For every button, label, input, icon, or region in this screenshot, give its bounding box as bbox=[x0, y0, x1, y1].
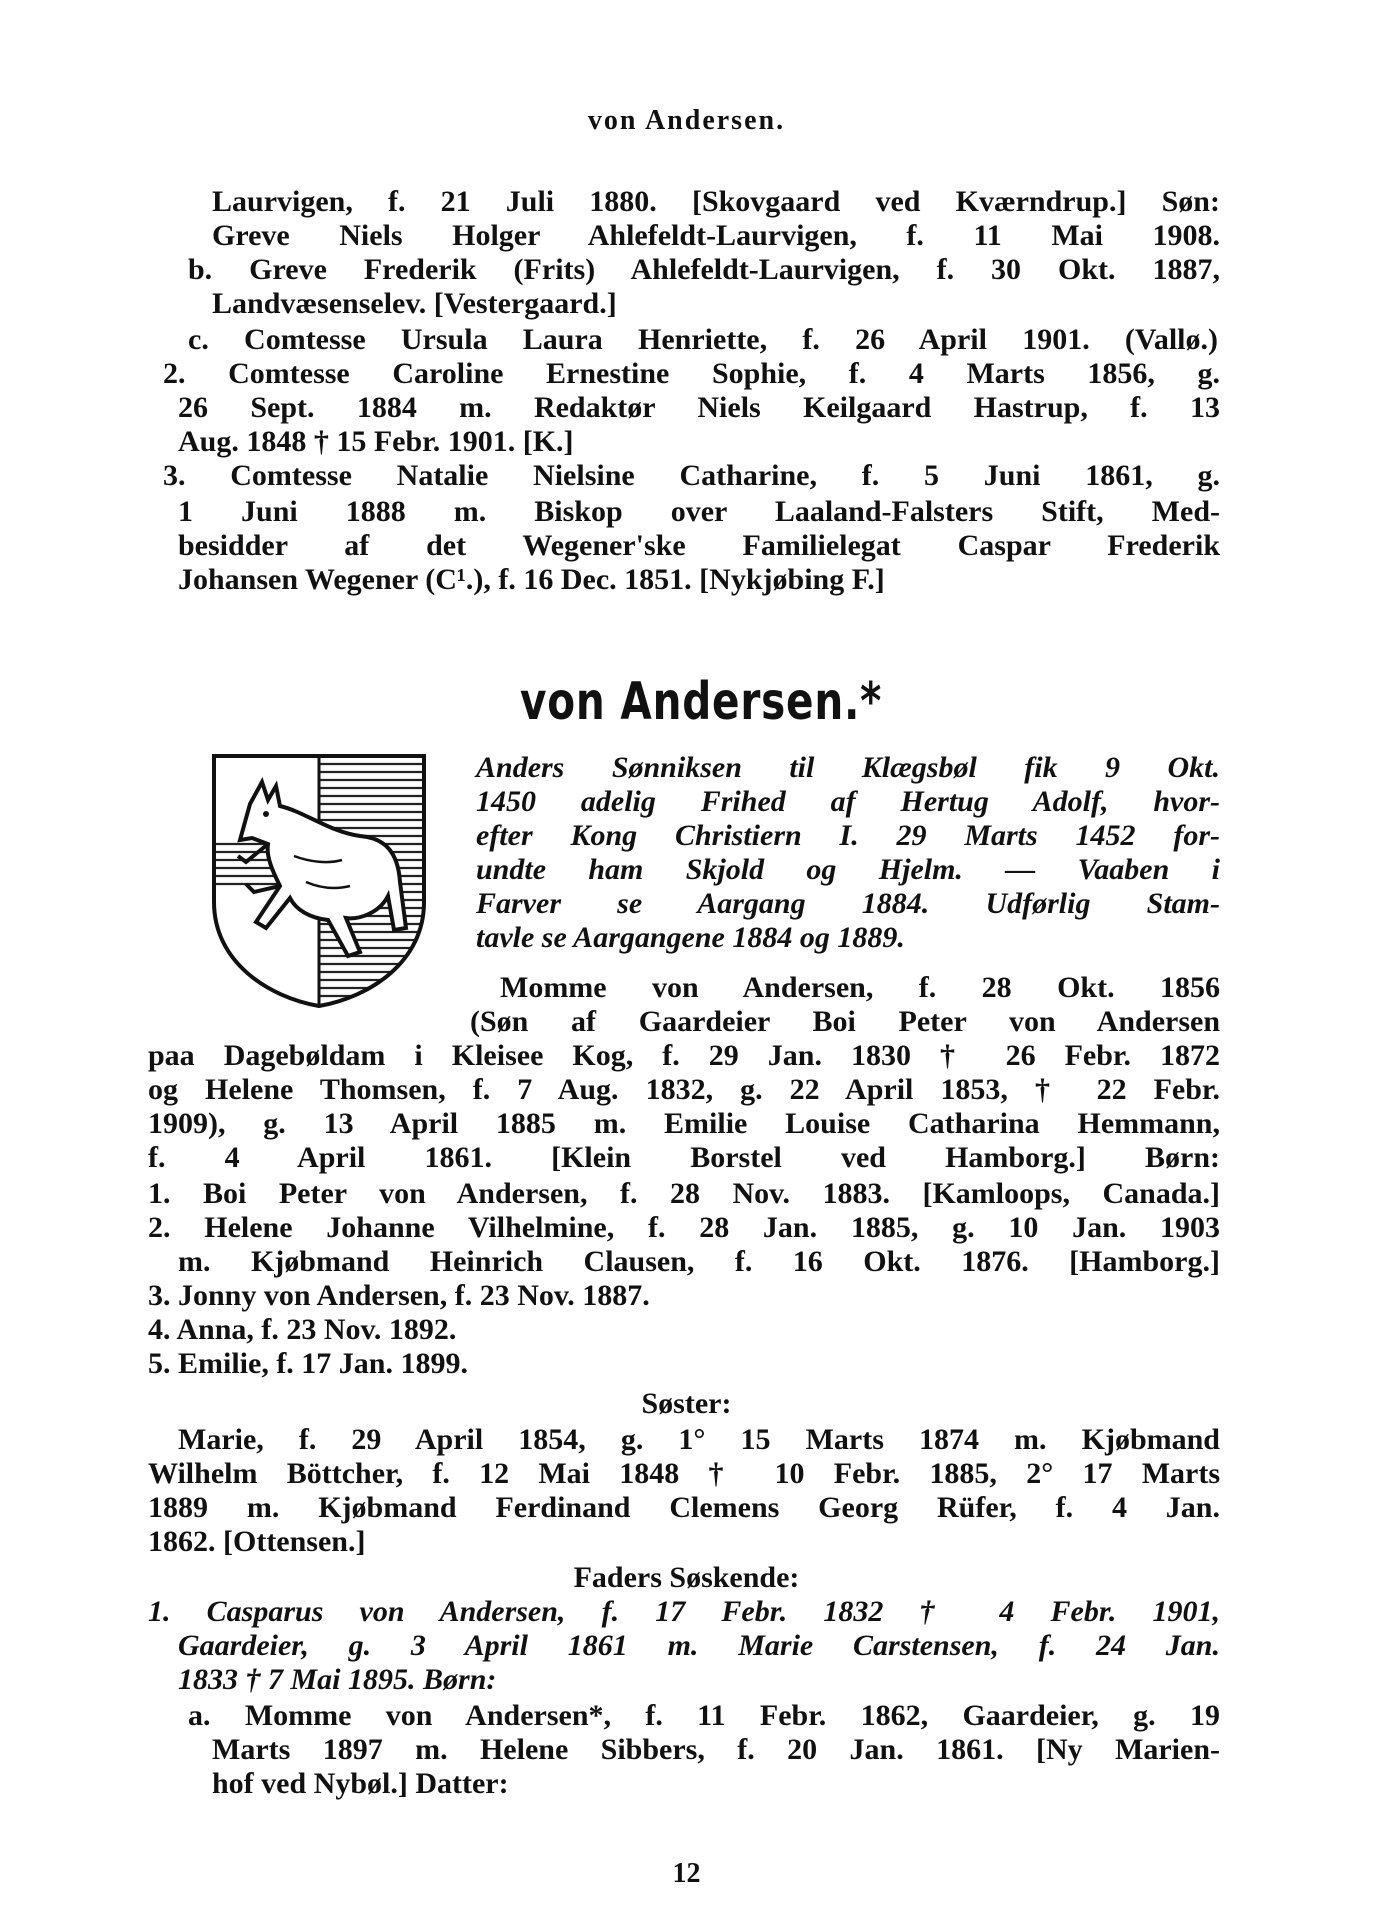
text-line: undte ham Skjold og Hjelm. — Vaaben i bbox=[476, 853, 1220, 886]
text-line: 26 Sept. 1884 m. Redaktør Niels Keilgaard Hastrup, f. 13 bbox=[178, 391, 1220, 424]
text-line: Aug. 1848 † 15 Febr. 1901. [K.] bbox=[178, 425, 574, 458]
text-line: 3. Jonny von Andersen, f. 23 Nov. 1887. bbox=[148, 1279, 650, 1312]
text-line: 1. Casparus von Andersen, f. 17 Febr. 1832 † 4 Febr. 1901, bbox=[148, 1595, 1220, 1628]
subheading-sister: Søster: bbox=[641, 1387, 732, 1420]
text-line: Laurvigen, f. 21 Juli 1880. [Skovgaard ved Kværndrup.] Søn: bbox=[212, 185, 1220, 218]
text-line: Johansen Wegener (C¹.), f. 16 Dec. 1851. [Nykjøbing F.] bbox=[178, 563, 885, 596]
text-line: c. Comtesse Ursula Laura Henriette, f. 26 April 1901. (Vallø.) bbox=[188, 323, 1218, 356]
text-line: besidder af det Wegener'ske Familielegat Caspar Frederik bbox=[178, 529, 1220, 562]
text-line: 1833 † 7 Mai 1895. Børn: bbox=[178, 1663, 497, 1696]
text-line: paa Dagebøldam i Kleisee Kog, f. 29 Jan. 1830 † 26 Febr. 1872 bbox=[148, 1039, 1220, 1072]
text-line: f. 4 April 1861. [Klein Borstel ved Hamborg.] Børn: bbox=[148, 1141, 1220, 1174]
text-line: 1 Juni 1888 m. Biskop over Laaland-Falsters Stift, Med- bbox=[178, 495, 1220, 528]
text-line: 1889 m. Kjøbmand Ferdinand Clemens Georg Rüfer, f. 4 Jan. bbox=[148, 1491, 1220, 1524]
text-line: Wilhelm Böttcher, f. 12 Mai 1848 † 10 Febr. 1885, 2° 17 Marts bbox=[148, 1457, 1220, 1490]
text-line: efter Kong Christiern I. 29 Marts 1452 for- bbox=[476, 819, 1220, 852]
text-line: 1. Boi Peter von Andersen, f. 28 Nov. 1883. [Kamloops, Canada.] bbox=[148, 1177, 1220, 1210]
text-line: Farver se Aargang 1884. Udførlig Stam- bbox=[476, 887, 1220, 920]
family-heading: von Andersen.* bbox=[520, 672, 883, 732]
text-line: hof ved Nybøl.] Datter: bbox=[212, 1767, 509, 1800]
text-line: 2. Comtesse Caroline Ernestine Sophie, f. 4 Marts 1856, g. bbox=[163, 357, 1220, 390]
text-line: 4. Anna, f. 23 Nov. 1892. bbox=[148, 1313, 457, 1346]
text-line: m. Kjøbmand Heinrich Clausen, f. 16 Okt. 1876. [Hamborg.] bbox=[178, 1245, 1220, 1278]
text-line: (Søn af Gaardeier Boi Peter von Andersen bbox=[470, 1005, 1220, 1038]
text-line: Gaardeier, g. 3 April 1861 m. Marie Carstensen, f. 24 Jan. bbox=[178, 1629, 1220, 1662]
text-line: 3. Comtesse Natalie Nielsine Catharine, f. 5 Juni 1861, g. bbox=[163, 459, 1220, 492]
text-line: a. Momme von Andersen*, f. 11 Febr. 1862, Gaardeier, g. 19 bbox=[188, 1699, 1220, 1732]
text-line: 2. Helene Johanne Vilhelmine, f. 28 Jan. 1885, g. 10 Jan. 1903 bbox=[148, 1211, 1220, 1244]
text-line: Momme von Andersen, f. 28 Okt. 1856 bbox=[500, 971, 1220, 1004]
text-line: 5. Emilie, f. 17 Jan. 1899. bbox=[148, 1347, 468, 1380]
text-line: Anders Sønniksen til Klægsbøl fik 9 Okt. bbox=[476, 751, 1220, 784]
page-number: 12 bbox=[672, 1858, 701, 1889]
text-line: og Helene Thomsen, f. 7 Aug. 1832, g. 22 April 1853, † 22 Febr. bbox=[148, 1073, 1220, 1106]
fox-shield-icon bbox=[210, 752, 428, 1010]
text-line: b. Greve Frederik (Frits) Ahlefeldt-Laurvigen, f. 30 Okt. 1887, bbox=[188, 253, 1220, 286]
text-line: Landvæsenselev. [Vestergaard.] bbox=[212, 287, 617, 320]
running-head: von Andersen. bbox=[587, 105, 786, 136]
text-line: 1909), g. 13 April 1885 m. Emilie Louise Catharina Hemmann, bbox=[148, 1107, 1220, 1140]
subheading-siblings: Faders Søskende: bbox=[573, 1561, 800, 1594]
text-line: Greve Niels Holger Ahlefeldt-Laurvigen, f. 11 Mai 1908. bbox=[212, 219, 1220, 252]
text-line: Marie, f. 29 April 1854, g. 1° 15 Marts 1874 m. Kjøbmand bbox=[178, 1423, 1220, 1456]
text-line: tavle se Aargangene 1884 og 1889. bbox=[476, 921, 905, 954]
text-line: Marts 1897 m. Helene Sibbers, f. 20 Jan. 1861. [Ny Marien- bbox=[212, 1733, 1220, 1766]
text-line: 1450 adelig Frihed af Hertug Adolf, hvor- bbox=[476, 785, 1220, 818]
text-line: 1862. [Ottensen.] bbox=[148, 1525, 366, 1558]
